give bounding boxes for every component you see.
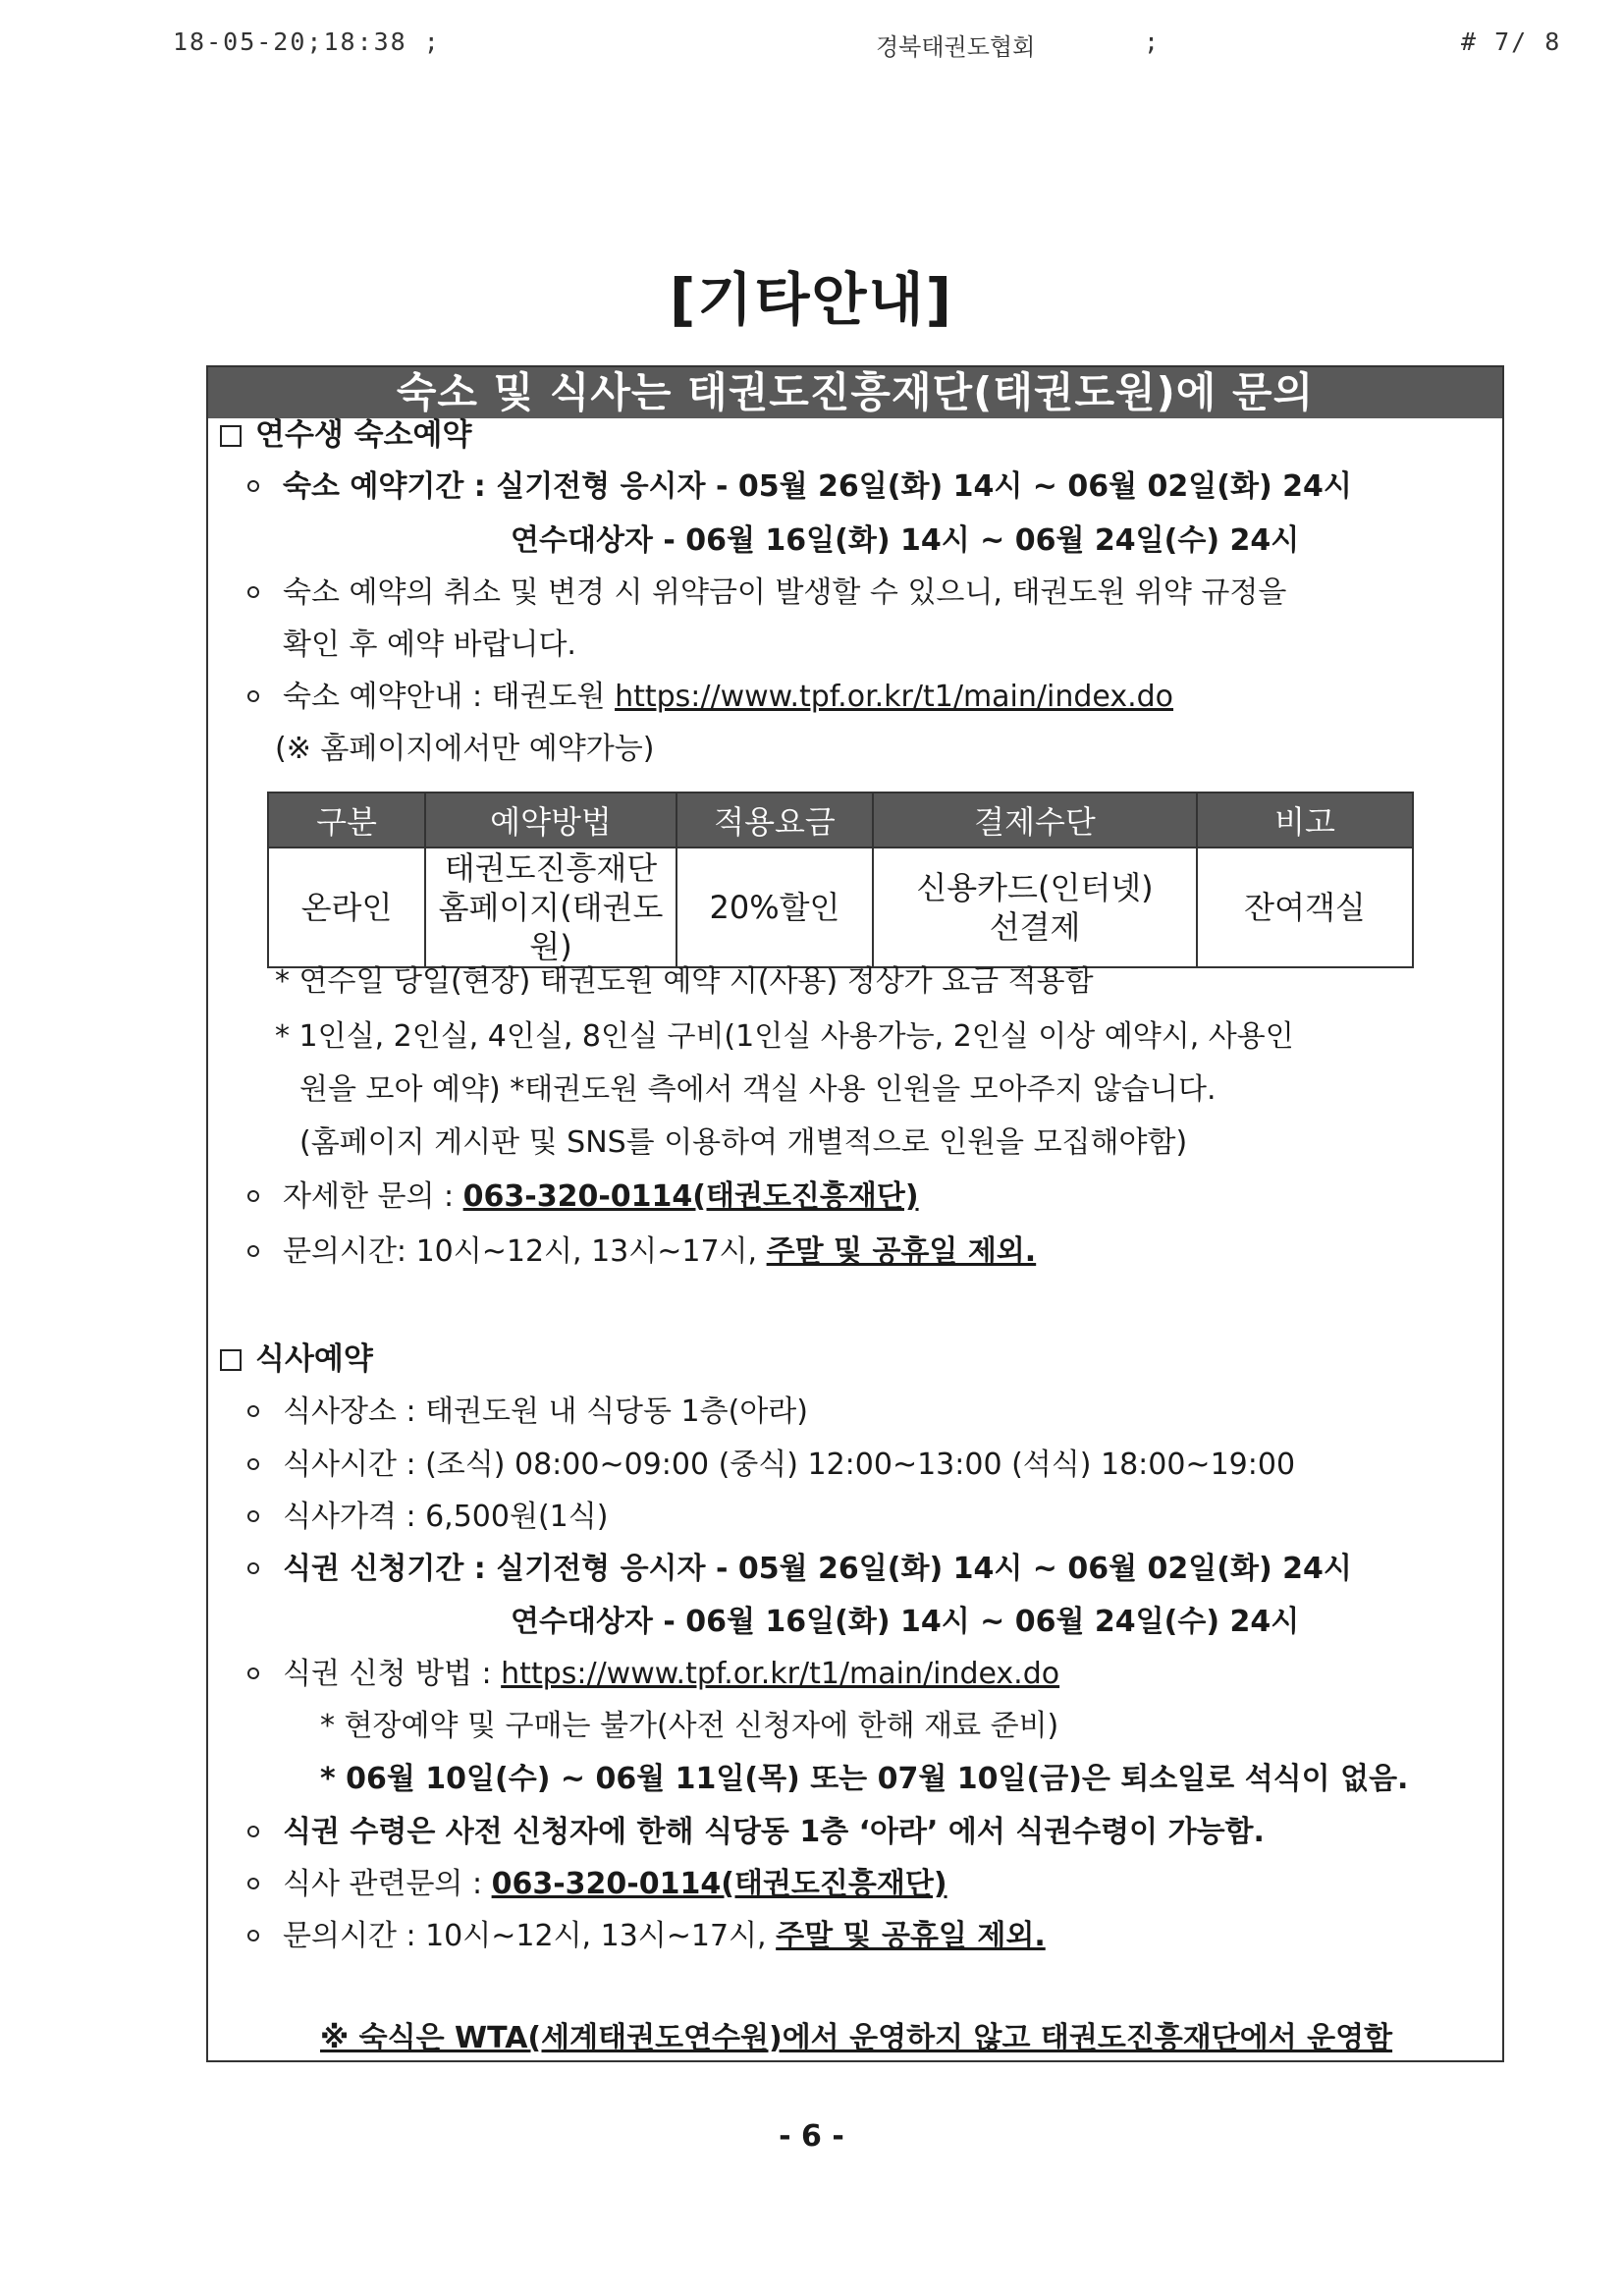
lodging-hours: 문의시간: 10시~12시, 13시~17시, 주말 및 공휴일 제외.: [247, 1232, 1036, 1272]
lodging-note2-line1: * 1인실, 2인실, 4인실, 8인실 구비(1인실 사용가능, 2인실 이상 예약시, 사용인: [275, 1019, 1294, 1054]
table-cell-type: 온라인: [268, 847, 425, 967]
lodging-penalty-line2: 확인 후 예약 바랍니다.: [283, 628, 576, 662]
bullet-circle-icon: [247, 1245, 259, 1257]
meal-time: 식사시간 : (조식) 08:00~09:00 (중식) 12:00~13:00 (석식) 18:00~19:00: [247, 1446, 1295, 1485]
meal-place: 식사장소 : 태권도원 내 식당동 1층(아라): [247, 1393, 808, 1432]
bullet-circle-icon: [247, 1190, 259, 1202]
fax-header-timestamp: 18-05-20;18:38 ;: [173, 27, 441, 56]
lodging-note2-line2: 원을 모아 예약) *태권도원 측에서 객실 사용 인원을 모아주지 않습니다.: [299, 1072, 1217, 1107]
table-cell-payment: 신용카드(인터넷) 선결제: [873, 847, 1197, 967]
lodging-guide-note: (※ 홈페이지에서만 예약가능): [275, 732, 655, 766]
checkbox-square-icon: [220, 425, 242, 447]
page-number: - 6 -: [779, 2119, 844, 2154]
page-title: [기타안내]: [669, 266, 954, 333]
lodging-note1: * 연수일 당일(현장) 태권도원 예약 시(사용) 정상가 요금 적용함: [275, 964, 1094, 999]
meal-receive: 식권 수령은 사전 신청자에 한해 식당동 1층 ‘아라’ 에서 식권수령이 가능함.: [247, 1813, 1265, 1852]
table-cell-note: 잔여객실: [1197, 847, 1413, 967]
meal-url-link[interactable]: https://www.tpf.or.kr/t1/main/index.do: [501, 1657, 1060, 1691]
bullet-circle-icon: [247, 1667, 259, 1679]
table-row: [268, 847, 1413, 967]
table-cell-method: 태권도진흥재단 홈페이지(태권도원): [425, 847, 676, 967]
checkbox-square-icon: [220, 1349, 242, 1371]
meal-period-line2: 연수대상자 - 06월 16일(화) 14시 ~ 06월 24일(수) 24시: [511, 1605, 1300, 1639]
bullet-circle-icon: [247, 1458, 259, 1470]
bullet-circle-icon: [247, 1930, 259, 1941]
bullet-circle-icon: [247, 586, 259, 598]
table-header-cell: 적용요금: [676, 793, 873, 847]
fax-header-separator: ;: [1144, 27, 1162, 56]
table-header-row: [268, 793, 1413, 847]
meal-method: 식권 신청 방법 : https://www.tpf.or.kr/t1/main/index.do: [247, 1655, 1059, 1694]
meal-hours: 문의시간 : 10시~12시, 13시~17시, 주말 및 공휴일 제외.: [247, 1917, 1046, 1956]
bullet-circle-icon: [247, 480, 259, 492]
meal-heading: 식사예약: [220, 1339, 373, 1379]
bullet-circle-icon: [247, 690, 259, 702]
meal-period: 식권 신청기간 : 실기전형 응시자 - 05월 26일(화) 14시 ~ 06월 02일(화) 24시: [247, 1550, 1352, 1589]
bullet-circle-icon: [247, 1510, 259, 1522]
lodging-table: [267, 792, 1414, 968]
meal-price: 식사가격 : 6,500원(1식): [247, 1498, 608, 1537]
meal-hours-exclusion: 주말 및 공휴일 제외.: [776, 1919, 1046, 1953]
lodging-penalty: 숙소 예약의 취소 및 변경 시 위약금이 발생할 수 있으니, 태권도원 위약 규정을: [247, 574, 1286, 613]
bullet-circle-icon: [247, 1878, 259, 1889]
meal-contact: 식사 관련문의 : 063-320-0114(태권도진흥재단): [247, 1865, 947, 1904]
bullet-circle-icon: [247, 1405, 259, 1417]
lodging-period-line2: 연수대상자 - 06월 16일(화) 14시 ~ 06월 24일(수) 24시: [511, 523, 1300, 558]
fax-header-page-count: # 7/ 8: [1461, 27, 1562, 56]
table-header-cell: 비고: [1197, 793, 1413, 847]
lodging-contact-phone: 063-320-0114(태권도진흥재단): [462, 1179, 919, 1214]
lodging-contact: 자세한 문의 : 063-320-0114(태권도진흥재단): [247, 1177, 919, 1217]
fax-header-sender: 경북태권도협회: [876, 33, 1036, 61]
table-header-cell: 구분: [268, 793, 425, 847]
bullet-circle-icon: [247, 1562, 259, 1574]
meal-note2: * 06월 10일(수) ~ 06월 11일(목) 또는 07월 10일(금)은 퇴소일로 석식이 없음.: [320, 1762, 1409, 1796]
lodging-heading: 연수생 숙소예약: [220, 415, 471, 455]
lodging-url-link[interactable]: https://www.tpf.or.kr/t1/main/index.do: [615, 680, 1174, 714]
lodging-guide: 숙소 예약안내 : 태권도원 https://www.tpf.or.kr/t1/main/index.do: [247, 678, 1173, 717]
info-banner: 숙소 및 식사는 태권도진흥재단(태권도원)에 문의: [208, 367, 1502, 418]
table-cell-rate: 20%할인: [676, 847, 873, 967]
footer-note: ※ 숙식은 WTA(세계태권도연수원)에서 운영하지 않고 태권도진흥재단에서 운영함: [320, 2021, 1393, 2055]
table-header-cell: 결제수단: [873, 793, 1197, 847]
table-header-cell: 예약방법: [425, 793, 676, 847]
lodging-period: 숙소 예약기간 : 실기전형 응시자 - 05월 26일(화) 14시 ~ 06월 02일(화) 24시: [247, 467, 1352, 507]
lodging-note2-line3: (홈페이지 게시판 및 SNS를 이용하여 개별적으로 인원을 모집해야함): [299, 1125, 1188, 1160]
meal-contact-phone: 063-320-0114(태권도진흥재단): [491, 1867, 947, 1901]
meal-note1: * 현장예약 및 구매는 불가(사전 신청자에 한해 재료 준비): [320, 1709, 1059, 1743]
bullet-circle-icon: [247, 1826, 259, 1837]
lodging-hours-exclusion: 주말 및 공휴일 제외.: [766, 1234, 1037, 1269]
